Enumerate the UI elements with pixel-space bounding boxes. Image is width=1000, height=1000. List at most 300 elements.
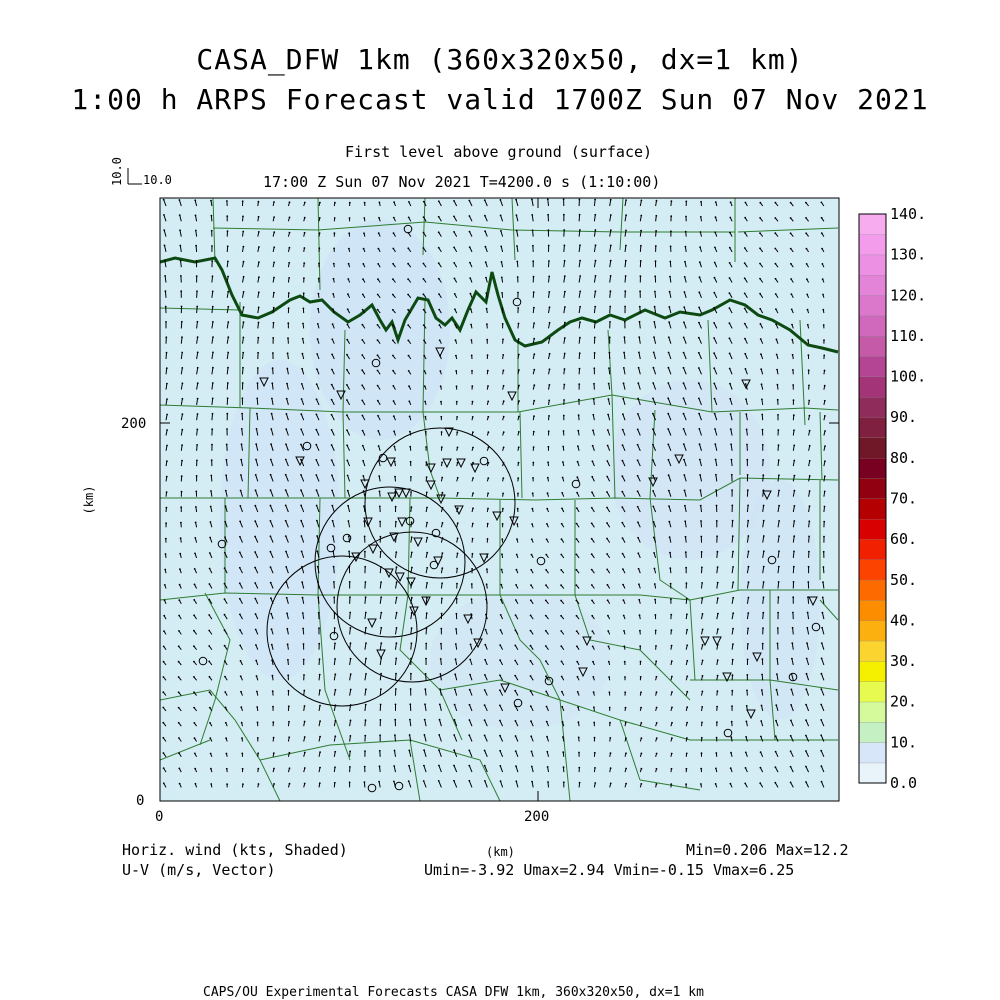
wind-vector-head (759, 217, 761, 219)
wind-vector-head (808, 385, 810, 387)
wind-vector-head (392, 278, 394, 280)
wind-vector-head (499, 674, 501, 676)
wind-vector-head (270, 597, 272, 599)
wind-vector-head (623, 599, 625, 601)
wind-vector-head (195, 522, 197, 524)
colorbar-label: 140. (890, 205, 927, 223)
wind-vector-head (622, 537, 624, 539)
wind-vector-head (209, 691, 211, 693)
wind-vector-head (625, 230, 627, 232)
wind-vector-head (821, 658, 823, 660)
wind-vector-head (652, 428, 654, 430)
wind-vector-head (440, 401, 442, 403)
colorbar-label: 30. (890, 652, 918, 671)
wind-vector-head (487, 401, 489, 403)
wind-vector (793, 567, 794, 574)
wind-vector-head (623, 630, 625, 632)
wind-vector-head (407, 263, 409, 265)
wind-vector-head (469, 674, 471, 676)
wind-vector-head (593, 398, 595, 400)
wind-vector-head (331, 338, 333, 340)
wind-vector-head (407, 247, 409, 249)
wind-vector-head (438, 749, 440, 751)
wind-vector-head (334, 232, 336, 234)
wind-vector-head (561, 691, 563, 693)
wind-vector-head (778, 535, 780, 537)
wind-vector-head (487, 523, 489, 525)
wind-vector-head (242, 352, 244, 354)
wind-vector-head (166, 460, 168, 462)
wind-vector-head (623, 367, 625, 369)
colorbar-label: 60. (890, 530, 918, 549)
wind-vector-head (671, 707, 673, 709)
wind-vector-head (346, 399, 348, 401)
wind-vector-head (576, 523, 578, 525)
wind-vector-head (210, 768, 212, 770)
wind-vector-head (579, 352, 581, 354)
wind-vector-head (227, 397, 229, 399)
wind-vector-head (258, 307, 260, 309)
wind-vector-head (729, 307, 731, 309)
wind-vector-head (730, 752, 732, 754)
wind-vector-head (640, 676, 642, 678)
wind-vector-head (210, 521, 212, 523)
wind-vector-head (472, 477, 474, 479)
wind-vector-head (702, 691, 704, 693)
wind-vector-head (423, 780, 425, 782)
wind-vector-head (346, 460, 348, 462)
wind-vector-head (211, 230, 213, 232)
wind-vector-head (533, 369, 535, 371)
wind-vector-head (377, 430, 379, 432)
wind-vector-head (166, 445, 168, 447)
wind-vector-head (469, 659, 471, 661)
wind-vector-head (272, 367, 274, 369)
level-label: First level above ground (surface) (345, 143, 653, 161)
wind-vector-head (637, 382, 639, 384)
wind-vector (808, 597, 809, 604)
wind-vector-head (515, 750, 517, 752)
wind-vector-head (346, 384, 348, 386)
wind-vector-head (193, 691, 195, 693)
wind-vector-head (423, 324, 425, 326)
wind-vector-head (456, 431, 458, 433)
wind-vector-head (594, 352, 596, 354)
wind-vector-head (560, 584, 562, 586)
wind-vector-head (610, 245, 612, 247)
wind-vector-head (361, 400, 363, 402)
wind-vector (212, 276, 213, 282)
wind-vector-head (717, 659, 719, 661)
wind-vector (701, 521, 702, 527)
wind-vector-head (655, 260, 657, 262)
wind-vector-head (289, 232, 291, 234)
wind-vector-head (794, 475, 796, 477)
wind-vector-head (380, 596, 382, 598)
wind-vector-head (457, 447, 459, 449)
wind-vector-head (760, 751, 762, 753)
wind-vector-head (591, 600, 593, 602)
wind-vector-head (592, 429, 594, 431)
wind-vector-head (592, 661, 594, 663)
wind-vector-head (423, 765, 425, 767)
wind-vector-head (239, 614, 241, 616)
wind-vector-head (729, 337, 731, 339)
wind-vector-head (304, 217, 306, 219)
wind-vector-head (287, 674, 289, 676)
wind-vector-head (362, 263, 364, 265)
wind-vector-head (243, 246, 245, 248)
wind-vector-head (548, 291, 550, 293)
wind-vector-head (502, 354, 504, 356)
wind-vector-head (579, 260, 581, 262)
wind-vector-head (668, 352, 670, 354)
wind-vector-head (621, 491, 623, 493)
wind-vector-head (470, 308, 472, 310)
wind-vector-head (425, 416, 427, 418)
wind-vector-head (793, 566, 795, 568)
wind-vector-head (501, 261, 503, 263)
wind-vector-head (683, 306, 685, 308)
wind-vector-head (362, 415, 364, 417)
wind-vector-head (378, 232, 380, 234)
wind-vector-head (289, 201, 291, 203)
colorbar-swatch (859, 519, 886, 540)
wind-vector-head (821, 642, 823, 644)
wind-vector-head (563, 384, 565, 386)
wind-vector-head (746, 459, 748, 461)
y-tick-0: 0 (136, 793, 145, 809)
wind-vector-head (776, 689, 778, 691)
wind-vector-head (212, 336, 214, 338)
wind-vector-head (518, 431, 520, 433)
wind-vector-head (744, 353, 746, 355)
wind-vector-head (547, 214, 549, 216)
wind-vector-head (732, 551, 734, 553)
wind-vector (334, 643, 335, 649)
wind-vector-head (624, 691, 626, 693)
wind-vector-head (226, 753, 228, 755)
wind-vector-head (440, 385, 442, 387)
wind-vector (350, 613, 351, 620)
wind-vector-head (592, 630, 594, 632)
wind-vector-head (763, 581, 765, 583)
wind-vector-head (637, 398, 639, 400)
wind-vector-head (457, 522, 459, 524)
wind-vector-head (656, 722, 658, 724)
wind-vector-head (273, 307, 275, 309)
wind-vector-head (484, 199, 486, 201)
wind-vector-head (256, 398, 258, 400)
wind-vector-head (426, 507, 428, 509)
colorbar-label: 100. (890, 367, 927, 386)
wind-vector-head (425, 643, 427, 645)
x-axis-label: (km) (486, 845, 515, 859)
wind-vector-head (806, 294, 808, 296)
wind-vector-head (393, 232, 395, 234)
wind-vector-head (744, 217, 746, 219)
wind-vector-head (637, 444, 639, 446)
wind-vector-head (714, 247, 716, 249)
wind-vector-head (531, 199, 533, 201)
wind-vector (242, 429, 243, 436)
wind-vector (747, 505, 748, 512)
colorbar-swatch (859, 702, 886, 723)
colorbar-label: 0.0 (890, 774, 918, 792)
wind-vector-head (470, 628, 472, 630)
wind-vector-head (257, 737, 259, 739)
wind-vector-head (378, 217, 380, 219)
wind-vector (380, 567, 381, 573)
wind-vector-head (350, 658, 352, 660)
wind-vector-head (547, 781, 549, 783)
wind-vector (624, 337, 625, 344)
wind-vector-head (640, 275, 642, 277)
colorbar-swatch (859, 458, 886, 479)
wind-vector-head (181, 367, 183, 369)
wind-vector-head (468, 765, 470, 767)
wind-vector-head (564, 368, 566, 370)
wind-vector-head (652, 398, 654, 400)
wind-vector-head (760, 353, 762, 355)
wind-vector-head (255, 459, 257, 461)
wind-vector-head (257, 352, 259, 354)
wind-vector-head (714, 262, 716, 264)
wind-vector-head (545, 691, 547, 693)
wind-vector-head (411, 521, 413, 523)
wind-vector-head (438, 231, 440, 233)
wind-vector-head (380, 719, 382, 721)
wind-vector-head (393, 400, 395, 402)
wind-vector-head (683, 443, 685, 445)
wind-vector-head (319, 736, 321, 738)
wind-vector-head (426, 552, 428, 554)
wind-vector-head (702, 629, 704, 631)
wind-vector-head (315, 429, 317, 431)
wind-vector-head (546, 508, 548, 510)
wind-vector-head (609, 737, 611, 739)
wind-vector-head (746, 444, 748, 446)
wind-vector-head (224, 552, 226, 554)
wind-vector-head (240, 706, 242, 708)
wind-vector-head (255, 629, 257, 631)
wind-vector-head (239, 629, 241, 631)
wind-vector-head (316, 505, 318, 507)
wind-vector-head (363, 217, 365, 219)
wind-vector-head (423, 340, 425, 342)
wind-vector-head (625, 214, 627, 216)
wind-vector-head (502, 323, 504, 325)
wind-vector-head (775, 704, 777, 706)
wind-vector-head (744, 338, 746, 340)
wind-vector-head (468, 780, 470, 782)
wind-vector-head (809, 505, 811, 507)
wind-vector-head (426, 492, 428, 494)
wind-vector-head (794, 505, 796, 507)
wind-vector-head (364, 566, 366, 568)
wind-vector-head (347, 324, 349, 326)
wind-vector-head (441, 446, 443, 448)
colorbar-label: 70. (890, 489, 918, 508)
wind-vector (243, 368, 244, 375)
wind-vector-head (823, 551, 825, 553)
wind-vector-head (716, 721, 718, 723)
wind-vector-head (732, 597, 734, 599)
wind-vector-head (410, 688, 412, 690)
wind-vector-head (226, 768, 228, 770)
colorbar-swatch (859, 275, 886, 296)
wind-vector-head (165, 553, 167, 555)
wind-vector-head (408, 750, 410, 752)
wind-vector-head (378, 475, 380, 477)
wind-vector-head (809, 445, 811, 447)
wind-vector-head (515, 614, 517, 616)
wind-vector-head (591, 538, 593, 540)
wind-vector-head (209, 707, 211, 709)
wind-vector-head (701, 582, 703, 584)
wind-vector-head (821, 202, 823, 204)
wind-vector-head (254, 567, 256, 569)
wind-vector-head (425, 673, 427, 675)
wind-vector-head (225, 707, 227, 709)
colorbar-swatch (859, 641, 886, 662)
wind-vector-head (762, 643, 764, 645)
wind-vector (396, 674, 397, 681)
wind-vector-head (440, 673, 442, 675)
wind-vector-head (776, 354, 778, 356)
wind-vector-head (748, 535, 750, 537)
wind-vector-head (808, 536, 810, 538)
wind-vector-head (641, 200, 643, 202)
wind-vector-head (625, 260, 627, 262)
wind-vector-head (286, 628, 288, 630)
wind-vector-head (486, 339, 488, 341)
wind-vector-head (395, 704, 397, 706)
wind-vector-head (379, 506, 381, 508)
wind-vector-head (453, 749, 455, 751)
wind-vector-head (778, 474, 780, 476)
wind-vector-head (346, 414, 348, 416)
wind-vector-head (258, 246, 260, 248)
wind-vector-head (744, 232, 746, 234)
wind-vector-head (196, 260, 198, 262)
wind-vector-head (778, 520, 780, 522)
wind-vector-head (821, 248, 823, 250)
wind-vector-head (532, 492, 534, 494)
wind-vector-head (685, 246, 687, 248)
wind-vector-head (301, 383, 303, 385)
wind-vector-head (532, 508, 534, 510)
wind-vector-head (181, 491, 183, 493)
wind-vector-head (625, 275, 627, 277)
wind-vector-head (822, 294, 824, 296)
wind-vector-head (656, 737, 658, 739)
wind-vector-head (595, 290, 597, 292)
wind-vector-head (317, 308, 319, 310)
wind-vector-head (226, 459, 228, 461)
wind-vector-head (318, 293, 320, 295)
wind-vector-head (410, 461, 412, 463)
wind-vector-head (518, 446, 520, 448)
wind-vector-head (319, 720, 321, 722)
wind-vector-head (365, 673, 367, 675)
wind-vector-head (302, 353, 304, 355)
wind-vector-head (469, 277, 471, 279)
wind-vector-head (533, 400, 535, 402)
wind-vector-head (822, 263, 824, 265)
wind-vector-head (210, 200, 212, 202)
wind-vector-head (242, 768, 244, 770)
wind-vector-head (272, 690, 274, 692)
wind-vector-head (424, 385, 426, 387)
wind-vector-head (193, 599, 195, 601)
wind-vector-head (623, 615, 625, 617)
wind-vector-head (638, 599, 640, 601)
wind-vector-head (224, 660, 226, 662)
wind-vector-head (334, 673, 336, 675)
wind-vector-head (747, 489, 749, 491)
wind-vector-head (258, 322, 260, 324)
wind-vector-head (182, 398, 184, 400)
wind-vector-head (576, 615, 578, 617)
wind-vector-head (469, 262, 471, 264)
wind-vector-head (516, 245, 518, 247)
wind-vector-head (438, 278, 440, 280)
wind-vector-head (179, 553, 181, 555)
wind-vector-head (579, 368, 581, 370)
wind-vector-head (350, 735, 352, 737)
wind-vector-head (163, 782, 165, 784)
wind-vector-head (181, 460, 183, 462)
wind-vector (395, 735, 396, 741)
wind-vector-head (350, 720, 352, 722)
wind-vector-head (243, 261, 245, 263)
wind-vector-head (578, 767, 580, 769)
wind-vector-head (686, 753, 688, 755)
wind-vector-head (164, 599, 166, 601)
wind-vector-head (793, 520, 795, 522)
wind-vector-head (224, 583, 226, 585)
wind-vector-head (530, 584, 532, 586)
wind-vector-head (595, 260, 597, 262)
wind-vector-head (759, 782, 761, 784)
wind-vector-head (530, 615, 532, 617)
wind-vector-head (499, 735, 501, 737)
wind-vector-head (270, 566, 272, 568)
wind-vector-head (211, 245, 213, 247)
wind-vector-head (394, 446, 396, 448)
wind-vector-head (591, 553, 593, 555)
wind-vector-head (793, 399, 795, 401)
wind-vector-head (701, 598, 703, 600)
wind-vector-head (668, 321, 670, 323)
wind-vector-head (637, 506, 639, 508)
wind-vector-head (439, 324, 441, 326)
wind-vector-head (254, 520, 256, 522)
wind-vector-head (392, 248, 394, 250)
wind-vector-head (668, 505, 670, 507)
wind-vector (717, 552, 718, 558)
wind-vector-head (209, 583, 211, 585)
wind-vector-head (762, 459, 764, 461)
wind-vector-head (745, 202, 747, 204)
wind-vector-head (729, 232, 731, 234)
wind-vector-head (576, 630, 578, 632)
wind-vector-head (807, 324, 809, 326)
wind-vector-head (318, 612, 320, 614)
wind-vector-head (805, 735, 807, 737)
wind-vector-head (392, 263, 394, 265)
